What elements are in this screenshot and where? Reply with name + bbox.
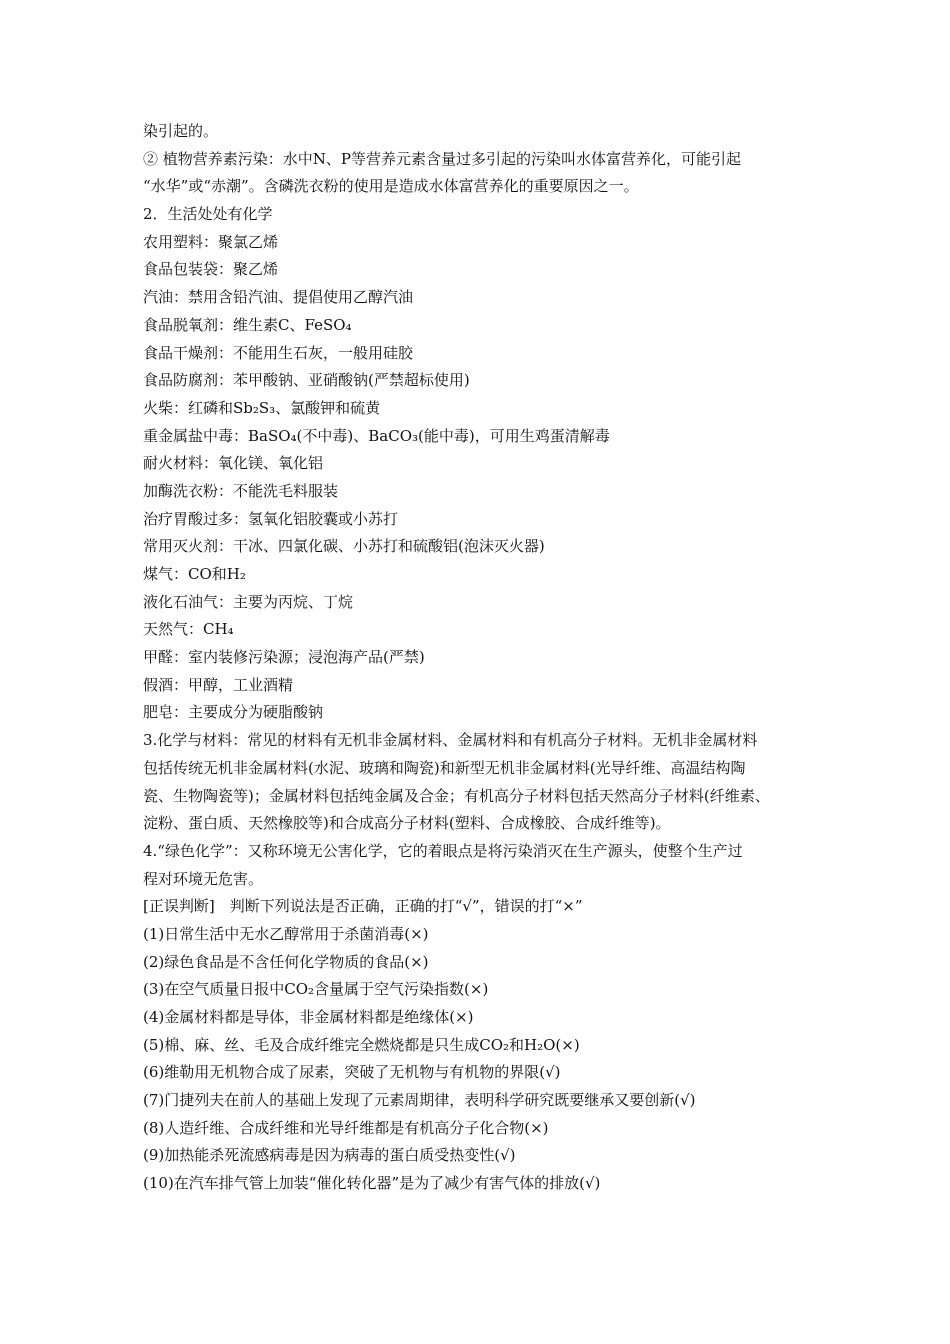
list-item: 假酒：甲醇，工业酒精 [143, 675, 294, 694]
exercise-item: (2)绿色食品是不含任何化学物质的食品(×) [143, 952, 429, 971]
text-line: 染引起的。 [143, 122, 219, 140]
exercise-heading: [正误判断] 判断下列说法是否正确，正确的打“√”，错误的打“×” [143, 897, 583, 916]
exercise-item: (5)棉、麻、丝、毛及合成纤维完全燃烧都是只生成CO₂和H₂O(×) [143, 1035, 580, 1054]
list-item: 耐火材料：氧化镁、氧化铝 [143, 454, 324, 473]
exercise-item: (4)金属材料都是导体，非金属材料都是绝缘体(×) [143, 1008, 474, 1026]
list-item: 农用塑料：聚氯乙烯 [143, 232, 279, 251]
list-item: 煤气：CO和H₂ [143, 565, 246, 583]
exercise-item: (6)维勒用无机物合成了尿素，突破了无机物与有机物的界限(√) [143, 1063, 561, 1082]
exercise-item: (10)在汽车排气管上加装“催化转化器”是为了减少有害气体的排放(√) [143, 1174, 601, 1193]
exercise-item: (8)人造纤维、合成纤维和光导纤维都是有机高分子化合物(×) [143, 1118, 549, 1137]
section-heading: 2．生活处处有化学 [143, 205, 273, 224]
list-item: 食品干燥剂：不能用生石灰，一般用硅胶 [143, 343, 414, 362]
text-line: 瓷、生物陶瓷等)；金属材料包括纯金属及合金；有机高分子材料包括天然高分子材料(纤维素、 [143, 786, 770, 805]
text-line: 淀粉、蛋白质、天然橡胶等)和合成高分子材料(塑料、合成橡胶、合成纤维等)。 [143, 814, 671, 833]
exercise-item: (1)日常生活中无水乙醇常用于杀菌消毒(×) [143, 924, 429, 943]
list-item: 火柴：红磷和Sb₂S₃、氯酸钾和硫黄 [143, 398, 381, 417]
list-item: 肥皂：主要成分为硬脂酸钠 [143, 703, 324, 722]
exercise-item: (3)在空气质量日报中CO₂含量属于空气污染指数(×) [143, 980, 489, 999]
exercise-item: (9)加热能杀死流感病毒是因为病毒的蛋白质受热变性(√) [143, 1146, 516, 1165]
list-item: 天然气：CH₄ [143, 620, 234, 639]
text-line: 3.化学与材料：常见的材料有无机非金属材料、金属材料和有机高分子材料。无机非金属材料 [143, 731, 758, 750]
document-body [143, 118, 823, 1198]
text-line: 4.“绿色化学”：又称环境无公害化学，它的着眼点是将污染消灭在生产源头，使整个生产过 [143, 841, 743, 860]
list-item: 食品防腐剂：苯甲酸钠、亚硝酸钠(严禁超标使用) [143, 371, 470, 390]
text-line: ② 植物营养素污染：水中N、P等营养元素含量过多引起的污染叫水体富营养化，可能引起 [143, 149, 741, 168]
text-line: “水华”或“赤潮”。含磷洗衣粉的使用是造成水体富营养化的重要原因之一。 [143, 177, 639, 196]
text-line: 包括传统无机非金属材料(水泥、玻璃和陶瓷)和新型无机非金属材料(光导纤维、高温结构陶 [143, 758, 746, 777]
text-line: 程对环境无危害。 [143, 869, 264, 888]
list-item: 汽油：禁用含铅汽油、提倡使用乙醇汽油 [143, 288, 414, 307]
list-item: 加酶洗衣粉：不能洗毛料服装 [143, 481, 339, 500]
list-item: 治疗胃酸过多：氢氧化铝胶囊或小苏打 [143, 509, 399, 528]
list-item: 食品脱氧剂：维生素C、FeSO₄ [143, 315, 352, 334]
list-item: 重金属盐中毒：BaSO₄(不中毒)、BaCO₃(能中毒)，可用生鸡蛋清解毒 [143, 426, 610, 445]
list-item: 甲醛：室内装修污染源；浸泡海产品(严禁) [143, 648, 425, 667]
exercise-item: (7)门捷列夫在前人的基础上发现了元素周期律，表明科学研究既要继承又要创新(√) [143, 1091, 696, 1110]
list-item: 液化石油气：主要为丙烷、丁烷 [143, 592, 354, 611]
list-item: 食品包装袋：聚乙烯 [143, 260, 279, 279]
list-item: 常用灭火剂：干冰、四氯化碳、小苏打和硫酸铝(泡沫灭火器) [143, 537, 545, 556]
